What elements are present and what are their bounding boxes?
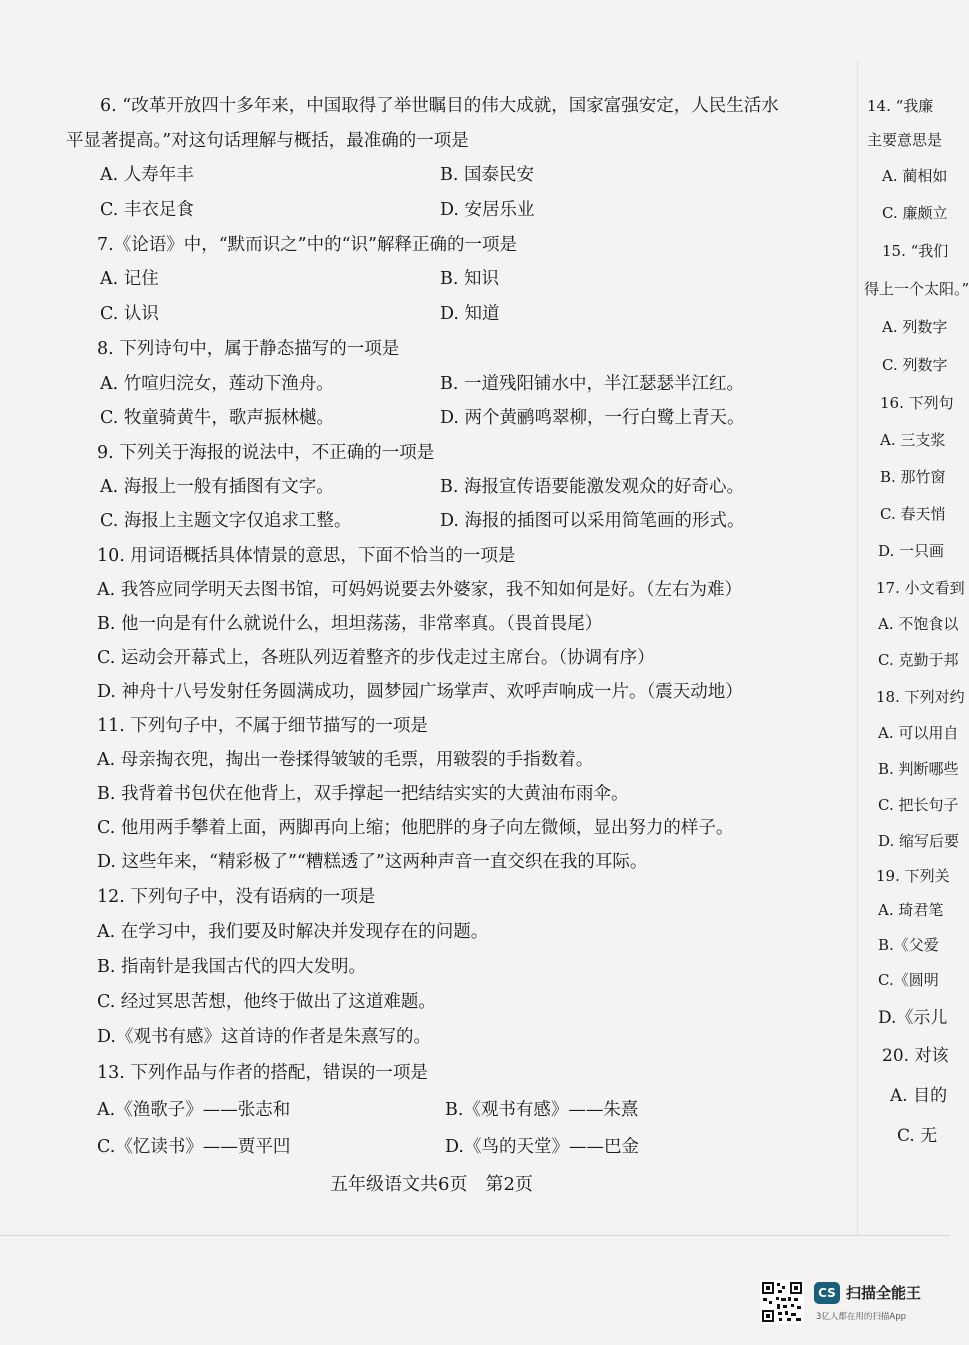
scanner-app-name: 扫描全能王 xyxy=(846,1284,922,1302)
q11-option-d: D. 这些年来，“精彩极了”“糟糕透了”这两种声音一直交织在我的耳际。 xyxy=(97,852,648,872)
r-q16-d: D. 一只画 xyxy=(878,542,945,560)
q12-option-a: A. 在学习中，我们要及时解决并发现存在的问题。 xyxy=(97,922,489,942)
r-q15-stem: 15. “我们 xyxy=(882,242,949,260)
page-footer: 五年级语文共6页 第2页 xyxy=(330,1174,533,1195)
r-q19-b: B.《父爱 xyxy=(878,936,939,954)
q9-option-a: A. 海报上一般有插图有文字。 xyxy=(100,477,334,497)
r-q16-c: C. 春天悄 xyxy=(880,505,946,523)
r-q16-stem: 16. 下列句 xyxy=(880,394,954,412)
q12-stem: 12. 下列句子中，没有语病的一项是 xyxy=(97,887,376,907)
r-q20-a: A. 目的 xyxy=(890,1086,948,1106)
q11-option-b: B. 我背着书包伏在他背上，双手撑起一把结结实实的大黄油布雨伞。 xyxy=(97,784,629,804)
r-q15-stem2: 得上一个太阳。” xyxy=(864,280,969,298)
q9-option-c: C. 海报上主题文字仅追求工整。 xyxy=(100,511,352,531)
r-q19-c: C.《圆明 xyxy=(878,971,939,989)
q6-stem-line2: 平显著提高。”对这句话理解与概括，最准确的一项是 xyxy=(66,131,469,151)
r-q18-a: A. 可以用自 xyxy=(878,724,959,742)
q9-stem: 9. 下列关于海报的说法中，不正确的一项是 xyxy=(97,443,435,463)
qr-code-icon xyxy=(760,1280,804,1324)
q8-option-c: C. 牧童骑黄牛，歌声振林樾。 xyxy=(100,408,334,428)
q6-option-d: D. 安居乐业 xyxy=(440,200,535,220)
q7-option-c: C. 认识 xyxy=(100,304,159,324)
q9-option-d: D. 海报的插图可以采用简笔画的形式。 xyxy=(440,511,745,531)
r-q14-stem2: 主要意思是 xyxy=(867,131,943,149)
q13-option-c: C.《忆读书》——贾平凹 xyxy=(97,1137,291,1157)
q10-option-a: A. 我答应同学明天去图书馆，可妈妈说要去外婆家，我不知如何是好。（左右为难） xyxy=(97,580,743,600)
q7-stem: 7.《论语》中，“默而识之”中的“识”解释正确的一项是 xyxy=(97,235,517,255)
q8-stem: 8. 下列诗句中，属于静态描写的一项是 xyxy=(97,339,400,359)
q8-option-a: A. 竹喧归浣女，莲动下渔舟。 xyxy=(100,374,334,394)
q10-option-c: C. 运动会开幕式上，各班队列迈着整齐的步伐走过主席台。（协调有序） xyxy=(97,648,655,668)
r-q15-a: A. 列数字 xyxy=(882,318,948,336)
q13-option-b: B.《观书有感》——朱熹 xyxy=(445,1100,639,1120)
q6-stem-line1: 6. “改革开放四十多年来，中国取得了举世瞩目的伟大成就，国家富强安定，人民生活水 xyxy=(100,96,779,116)
q11-option-a: A. 母亲掏衣兜，掏出一卷揉得皱皱的毛票，用皲裂的手指数着。 xyxy=(97,750,594,770)
r-q19-d: D.《示儿 xyxy=(878,1008,948,1028)
q10-stem: 10. 用词语概括具体情景的意思，下面不恰当的一项是 xyxy=(97,546,516,566)
r-q16-a: A. 三支浆 xyxy=(880,431,946,449)
scanner-watermark xyxy=(760,1280,940,1330)
q10-option-b: B. 他一向是有什么就说什么，坦坦荡荡，非常率真。（畏首畏尾） xyxy=(97,614,603,634)
q13-option-d: D.《鸟的天堂》——巴金 xyxy=(445,1137,639,1157)
q11-option-c: C. 他用两手攀着上面，两脚再向上缩；他肥胖的身子向左微倾，显出努力的样子。 xyxy=(97,818,734,838)
scanner-tagline: 3亿人都在用的扫描App xyxy=(816,1312,907,1322)
cs-logo-icon: CS xyxy=(814,1282,840,1304)
r-q20-stem: 20. 对该 xyxy=(882,1046,949,1066)
r-q17-a: A. 不饱食以 xyxy=(878,615,959,633)
q13-option-a: A.《渔歌子》——张志和 xyxy=(97,1100,291,1120)
r-q19-a: A. 琦君笔 xyxy=(878,901,944,919)
q6-option-b: B. 国泰民安 xyxy=(440,165,534,185)
r-q15-c: C. 列数字 xyxy=(882,356,948,374)
q7-option-a: A. 记住 xyxy=(100,269,159,289)
r-q18-d: D. 缩写后要 xyxy=(878,832,960,850)
r-q20-c: C. 无 xyxy=(897,1126,938,1146)
q7-option-d: D. 知道 xyxy=(440,304,500,324)
q8-option-b: B. 一道残阳铺水中，半江瑟瑟半江红。 xyxy=(440,374,744,394)
r-q14-a: A. 蔺相如 xyxy=(882,167,948,185)
q8-option-d: D. 两个黄鹂鸣翠柳，一行白鹭上青天。 xyxy=(440,408,745,428)
q13-stem: 13. 下列作品与作者的搭配，错误的一项是 xyxy=(97,1063,428,1083)
q12-option-c: C. 经过冥思苦想，他终于做出了这道难题。 xyxy=(97,992,436,1012)
r-q18-b: B. 判断哪些 xyxy=(878,760,959,778)
r-q16-b: B. 那竹窗 xyxy=(880,468,946,486)
q7-option-b: B. 知识 xyxy=(440,269,499,289)
q12-option-d: D.《观书有感》这首诗的作者是朱熹写的。 xyxy=(97,1027,431,1047)
q6-option-c: C. 丰衣足食 xyxy=(100,200,194,220)
q9-option-b: B. 海报宣传语要能激发观众的好奇心。 xyxy=(440,477,744,497)
q10-option-d: D. 神舟十八号发射任务圆满成功，圆梦园广场掌声、欢呼声响成一片。（震天动地） xyxy=(97,682,743,702)
r-q18-c: C. 把长句子 xyxy=(878,796,959,814)
q12-option-b: B. 指南针是我国古代的四大发明。 xyxy=(97,957,366,977)
q6-option-a: A. 人寿年丰 xyxy=(100,165,194,185)
r-q14-stem: 14. “我廉 xyxy=(867,97,934,115)
r-q17-stem: 17. 小文看到 xyxy=(876,579,965,597)
page-bottom-edge xyxy=(0,1235,950,1236)
r-q17-c: C. 克勤于邦 xyxy=(878,651,959,669)
r-q18-stem: 18. 下列对约 xyxy=(876,688,965,706)
r-q14-c: C. 廉颇立 xyxy=(882,204,948,222)
q11-stem: 11. 下列句子中，不属于细节描写的一项是 xyxy=(97,716,428,736)
r-q19-stem: 19. 下列关 xyxy=(876,867,950,885)
